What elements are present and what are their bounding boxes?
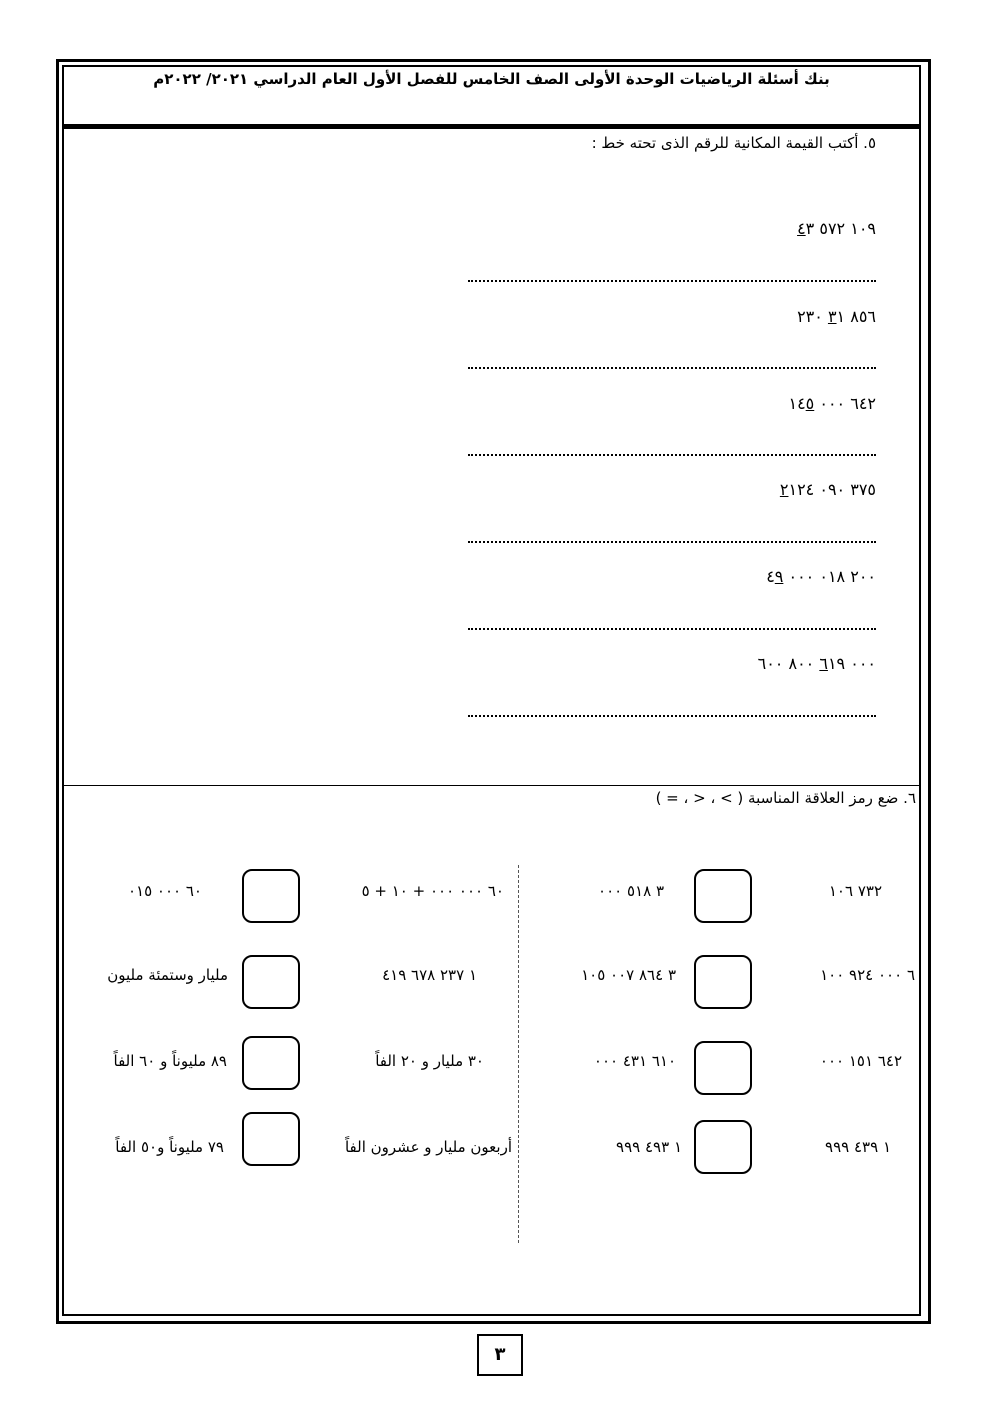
q6-r2-value-a: ٦ ٠٠٠ ٩٢٤ ١٠٠: [820, 966, 915, 984]
q5-answer-line-3[interactable]: [468, 454, 876, 456]
q5-number-6: ٠٠٠ ٦١٩ ٨٠٠ ٦٠٠: [757, 654, 876, 673]
q6-l2-value-b: مليار وستمئة مليون: [107, 966, 228, 984]
q5-answer-line-6[interactable]: [468, 715, 876, 717]
q5-number-4: ٣٧٥ ٠٩٠ ٢١٢٤: [779, 480, 876, 499]
question-6-title: ٦. ضع رمز العلاقة المناسبة ( > ، < ، = ): [655, 789, 916, 807]
q6-r2-compare-box[interactable]: [694, 955, 752, 1009]
q5-number-2: ٨٥٦ ٣١ ٢٣٠: [797, 307, 876, 326]
q6-r3-compare-box[interactable]: [694, 1041, 752, 1095]
q6-l1-value-a: ٦٠ ٠٠٠ ٠٠٠ + ١٠ + ٥: [361, 882, 504, 900]
q6-l1-value-b: ٦٠ ٠٠٠ ٠١٥: [127, 882, 202, 900]
q6-l4-value-b: ٧٩ مليوناً و٥٠ الفاً: [115, 1138, 224, 1156]
page-inner-border: [62, 65, 921, 1316]
question-5-title: ٥. أكتب القيمة المكانية للرقم الذى تحته خط :: [591, 134, 876, 152]
page-number: ٣: [477, 1334, 523, 1376]
q6-l1-compare-box[interactable]: [242, 869, 300, 923]
q5-number-5: ٢٠٠ ٠١٨ ٠٠٠ ٤٩: [766, 567, 876, 586]
q6-r3-value-a: ٦٤٢ ١٥١ ٠٠٠: [819, 1052, 902, 1070]
q5-answer-line-1[interactable]: [468, 280, 876, 282]
q6-l3-value-a: ٣٠ مليار و ٢٠ الفاً: [375, 1052, 484, 1070]
q6-l3-value-b: ٨٩ مليوناً و ٦٠ الفاً: [113, 1052, 227, 1070]
q6-l2-value-a: ١ ٢٣٧ ٦٧٨ ٤١٩: [382, 966, 477, 984]
q6-r2-value-b: ٣ ٨٦٤ ٠٠٧ ١٠٥: [581, 966, 676, 984]
q6-r4-value-a: ١ ٤٣٩ ٩٩٩: [825, 1138, 891, 1156]
q5-answer-line-2[interactable]: [468, 367, 876, 369]
q6-r4-compare-box[interactable]: [694, 1120, 752, 1174]
q6-r4-value-b: ١ ٤٩٣ ٩٩٩: [616, 1138, 682, 1156]
column-divider: [518, 865, 519, 1243]
q5-number-3: ٦٤٢ ٠٠٠ ١٤٥: [788, 394, 876, 413]
q5-answer-line-4[interactable]: [468, 541, 876, 543]
q6-r3-value-b: ٦١٠ ٤٣١ ٠٠٠: [593, 1052, 676, 1070]
q6-l4-value-a: أربعون مليار و عشرون الفاً: [344, 1138, 512, 1156]
q6-l3-compare-box[interactable]: [242, 1036, 300, 1090]
q6-r1-value-b: ٣ ٥١٨ ٠٠٠: [598, 882, 664, 900]
q6-l2-compare-box[interactable]: [242, 955, 300, 1009]
q5-answer-line-5[interactable]: [468, 628, 876, 630]
q6-l4-compare-box[interactable]: [242, 1112, 300, 1166]
q5-number-1: ١٠٩ ٥٧٢ ٤٣: [797, 219, 876, 238]
section-divider: [62, 785, 921, 786]
q6-r1-compare-box[interactable]: [694, 869, 752, 923]
header-divider: [62, 124, 921, 129]
page-title: بنك أسئلة الرياضيات الوحدة الأولى الصف الخامس للفصل الأول العام الدراسي ٢٠٢١/ ٢٠٢٢م: [153, 70, 830, 88]
q6-r1-value-a: ٧٣٢ ١٠٦: [828, 882, 882, 900]
